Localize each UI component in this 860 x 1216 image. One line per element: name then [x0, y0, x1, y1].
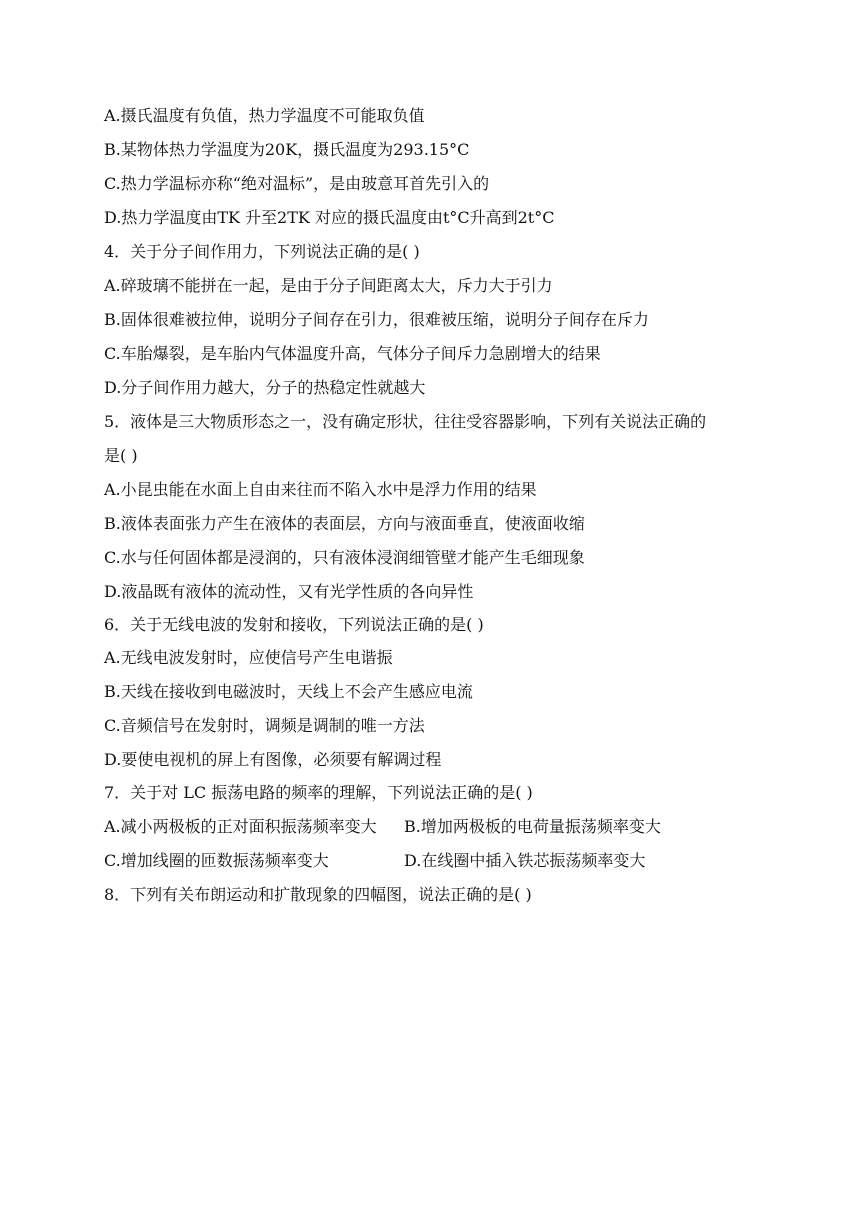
q6-stem: 6．关于无线电波的发射和接收，下列说法正确的是( ) [104, 615, 484, 634]
q4-option-d: D.分子间作用力越大，分子的热稳定性就越大 [104, 378, 426, 397]
q6-option-c: C.音频信号在发射时，调频是调制的唯一方法 [104, 716, 425, 735]
q3-option-b: B.某物体热力学温度为20K，摄氏温度为293.15°C [104, 140, 470, 159]
q7-option-d: D.在线圈中插入铁芯振荡频率变大 [404, 851, 646, 870]
q7-option-a: A.减小两极板的正对面积振荡频率变大 [104, 817, 377, 836]
q4-option-b: B.固体很难被拉伸，说明分子间存在引力，很难被压缩，说明分子间存在斥力 [104, 310, 649, 329]
q6-option-a: A.无线电波发射时，应使信号产生电谐振 [104, 648, 393, 667]
q5-option-b: B.液体表面张力产生在液体的表面层，方向与液面垂直，使液面收缩 [104, 514, 585, 533]
q7-stem: 7．关于对 LC 振荡电路的频率的理解，下列说法正确的是( ) [104, 783, 533, 802]
q3-option-d: D.热力学温度由TK 升至2TK 对应的摄氏温度由t°C升高到2t°C [104, 208, 555, 227]
q5-option-a: A.小昆虫能在水面上自由来往而不陷入水中是浮力作用的结果 [104, 480, 537, 499]
q5-stem-line1: 5．液体是三大物质形态之一，没有确定形状，往往受容器影响，下列有关说法正确的 [104, 412, 707, 431]
q4-option-c: C.车胎爆裂，是车胎内气体温度升高，气体分子间斥力急剧增大的结果 [104, 344, 601, 363]
q3-option-a: A.摄氏温度有负值，热力学温度不可能取负值 [104, 106, 425, 125]
q5-option-d: D.液晶既有液体的流动性，又有光学性质的各向异性 [104, 582, 474, 601]
q4-stem: 4．关于分子间作用力，下列说法正确的是( ) [104, 242, 420, 261]
q3-option-c: C.热力学温标亦称“绝对温标”，是由玻意耳首先引入的 [104, 174, 490, 193]
q6-option-b: B.天线在接收到电磁波时，天线上不会产生感应电流 [104, 682, 473, 701]
q8-stem: 8．下列有关布朗运动和扩散现象的四幅图，说法正确的是( ) [104, 885, 532, 904]
q7-option-b: B.增加两极板的电荷量振荡频率变大 [404, 817, 661, 836]
q5-stem-line2: 是( ) [104, 446, 138, 465]
q7-option-c: C.增加线圈的匝数振荡频率变大 [104, 851, 329, 870]
q6-option-d: D.要使电视机的屏上有图像，必须要有解调过程 [104, 750, 442, 769]
q5-option-c: C.水与任何固体都是浸润的，只有液体浸润细管壁才能产生毛细现象 [104, 548, 585, 567]
q4-option-a: A.碎玻璃不能拼在一起，是由于分子间距离太大，斥力大于引力 [104, 276, 553, 295]
